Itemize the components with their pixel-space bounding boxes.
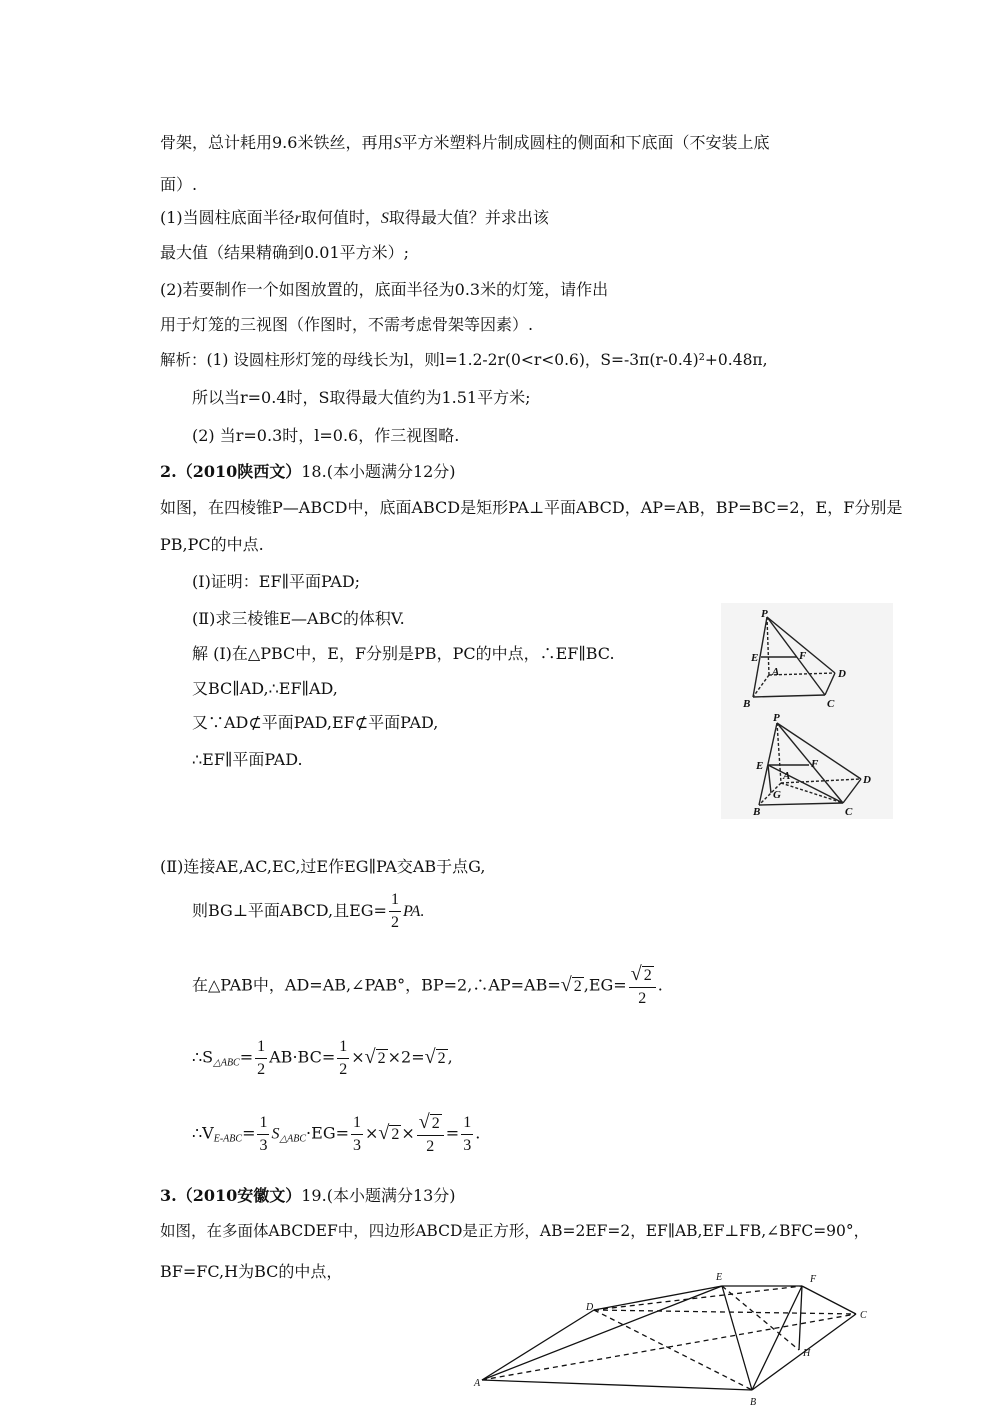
p1-solution-line1: 解析：(1) 设圆柱形灯笼的母线长为l，则l=1.2-2r(0<r<0.6)，S=-3π(r-0.4)²+0.48π, — [160, 351, 768, 369]
point-label-b: B — [753, 806, 761, 818]
q2-sol-line6: 则BG⊥平面ABCD,且EG= $\frac{1}{2}$ PA. — [192, 891, 425, 931]
point-label-a: A — [772, 666, 780, 678]
q2-figure — [721, 603, 893, 819]
q3-heading: 3.（2010安徽文）19.(本小题满分13分) — [160, 1186, 456, 1205]
p1-solution-line3: (2) 当r=0.3时，l=0.6，作三视图略. — [192, 426, 460, 445]
q3-statement-line2: BF=FC,H为BC的中点， — [160, 1262, 343, 1281]
point-label-c: C — [860, 1310, 867, 1321]
point-label-p: P — [761, 608, 768, 620]
point-label-g: G — [773, 789, 781, 801]
p1-line1: 骨架，总计耗用9.6米铁丝，再用S平方米塑料片制成圆柱的侧面和下底面（不安装上底 — [160, 133, 770, 152]
point-label-h: H — [803, 1348, 811, 1359]
q2-sol-line7: 在△PAB中，AD=AB,∠PAB°，BP=2,∴AP=AB=√ 2 ,EG= $\frac{√ 2}{2}$ . — [192, 962, 663, 1007]
p1-line5: (2)若要制作一个如图放置的，底面半径为0.3米的灯笼，请作出 — [160, 280, 609, 299]
point-label-e: E — [716, 1272, 723, 1283]
point-label-d: D — [586, 1302, 594, 1313]
q2-part2: (Ⅱ)求三棱锥E—ABC的体积V. — [192, 609, 405, 628]
p1-line2: 面）. — [160, 175, 198, 194]
q3-statement-line1: 如图，在多面体ABCDEF中，四边形ABCD是正方形，AB=2EF=2，EF∥AB,EF⊥FB,∠BFC=90°， — [160, 1222, 870, 1240]
q2-sol-line9: $\therefore V_{E-ABC}=$ $\frac{1}{3}$ $S_{\triangle ABC}\cdot EG=$ $\frac{1}{3}$ ×√ 2 × $\frac{√ 2}{2}$ = $\frac{1}{3}$ . — [192, 1110, 481, 1155]
q2-sol-line4: ∴EF∥平面PAD. — [192, 750, 303, 769]
point-label-a: A — [474, 1378, 481, 1389]
q2-sol-line5: (Ⅱ)连接AE,AC,EC,过E作EG∥PA交AB于点G, — [160, 857, 486, 876]
q2-pyramid-diagrams — [721, 603, 893, 819]
q2-part1: (Ⅰ)证明：EF∥平面PAD; — [192, 572, 361, 591]
point-label-f: F — [799, 650, 807, 662]
point-label-f: F — [811, 758, 819, 770]
q2-statement-line2: PB,PC的中点. — [160, 535, 264, 554]
point-label-e: E — [756, 760, 764, 772]
point-label-c: C — [845, 806, 853, 818]
point-label-c: C — [827, 698, 835, 710]
point-label-p: P — [773, 712, 780, 724]
point-label-d: D — [863, 774, 871, 786]
point-label-f: F — [810, 1274, 817, 1285]
p1-solution-line2: 所以当r=0.4时，S取得最大值约为1.51平方米; — [192, 388, 531, 407]
q2-statement-line1: 如图，在四棱锥P—ABCD中，底面ABCD是矩形PA⊥平面ABCD，AP=AB，BP=BC=2，E，F分别是 — [160, 498, 903, 517]
q3-polyhedron-diagram — [470, 1270, 880, 1415]
p1-line3: (1)当圆柱底面半径r取何值时，S取得最大值？并求出该 — [160, 208, 549, 227]
point-label-b: B — [743, 698, 751, 710]
p1-line6: 用于灯笼的三视图（作图时，不需考虑骨架等因素）. — [160, 315, 534, 334]
point-label-e: E — [751, 652, 759, 664]
q2-sol-line1: 解 (Ⅰ)在△PBC中，E，F分别是PB，PC的中点，∴EF∥BC. — [192, 644, 615, 663]
q2-sol-line8: $\therefore S_{\triangle ABC}=$ $\frac{1}{2}$ AB·BC= $\frac{1}{2}$ ×√ 2 ×2=√ 2 , — [192, 1037, 453, 1078]
q3-figure — [470, 1270, 880, 1415]
q2-sol-line2: 又BC∥AD,∴EF∥AD, — [192, 679, 338, 698]
q2-heading: 2.（2010陕西文）18.(本小题满分12分) — [160, 462, 456, 481]
q2-sol-line3: 又∵AD⊄平面PAD,EF⊄平面PAD, — [192, 713, 439, 732]
p1-line4: 最大值（结果精确到0.01平方米）; — [160, 243, 410, 262]
point-label-a: A — [783, 770, 791, 782]
point-label-d: D — [838, 668, 846, 680]
point-label-b: B — [750, 1397, 757, 1408]
